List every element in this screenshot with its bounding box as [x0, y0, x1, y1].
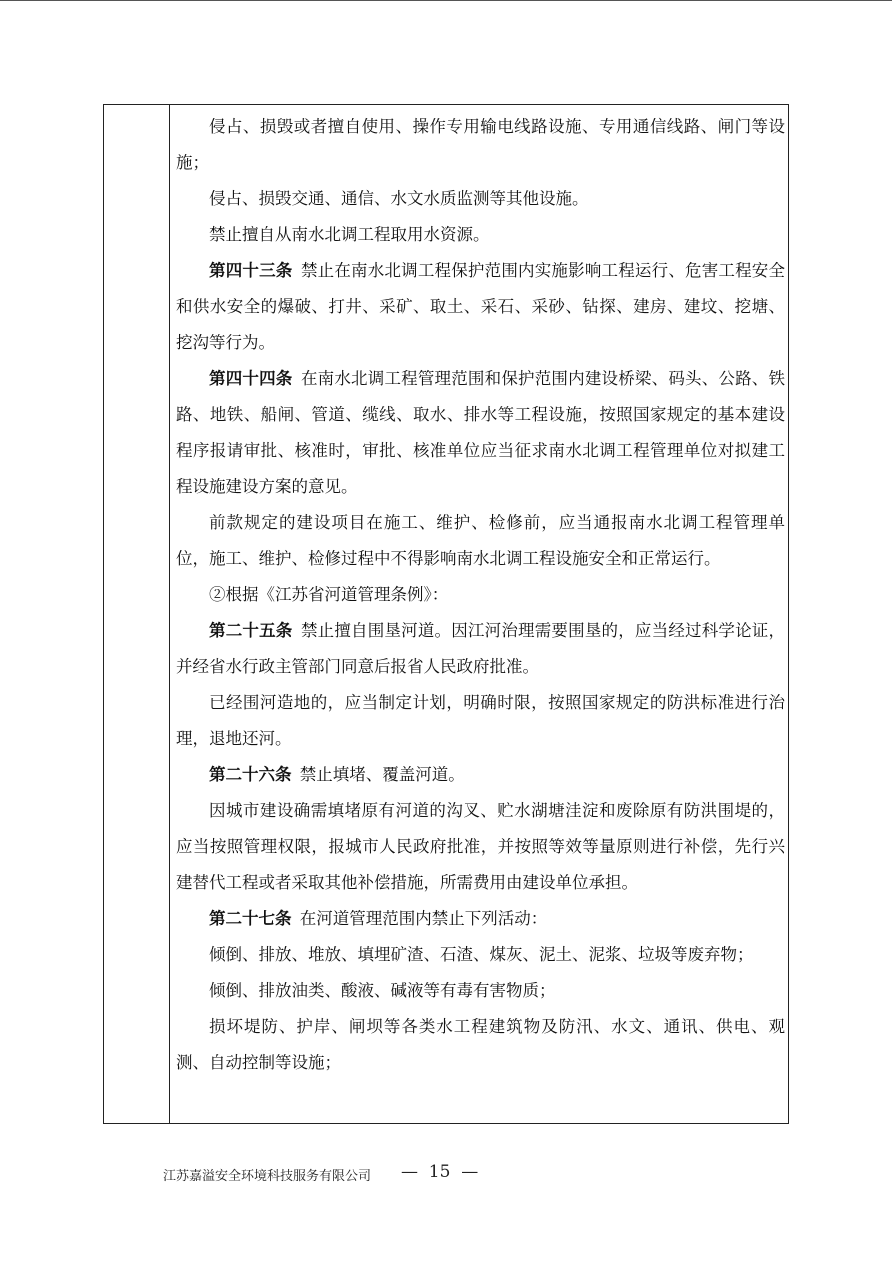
paragraph-text: 禁止在南水北调工程保护范围内实施影响工程运行、危害工程安全和供水安全的爆破、打井、采矿、取土、采石、采砂、钻探、建房、建坟、挖塘、挖沟等行为。	[176, 261, 786, 352]
paragraph	[176, 505, 785, 577]
paragraph	[176, 973, 785, 1009]
paragraph-text: 在河道管理范围内禁止下列活动：	[299, 909, 548, 928]
article-number: 第二十五条	[209, 621, 293, 640]
paragraph-text: 在南水北调工程管理范围和保护范围内建设桥梁、码头、公路、铁路、地铁、船闸、管道、缆线、取水、排水等工程设施，按照国家规定的基本建设程序报请审批、核准时，审批、核准单位应当征求南水北调工程管理单位对拟建工程设施建设方案的意见。	[176, 369, 786, 496]
article-number: 第二十七条	[209, 909, 292, 928]
page-footer	[163, 1162, 763, 1192]
paragraph	[176, 253, 785, 361]
paragraph	[176, 181, 785, 217]
paragraph	[176, 613, 785, 685]
paragraph	[176, 1009, 785, 1081]
paragraph-text: 损坏堤防、护岸、闸坝等各类水工程建筑物及防汛、水文、通讯、供电、观测、自动控制等设施；	[176, 1017, 785, 1072]
table-body-text	[176, 109, 785, 1081]
paragraph-text: ②根据《江苏省河道管理条例》：	[209, 585, 449, 604]
column-divider	[169, 105, 170, 1123]
paragraph	[176, 937, 785, 973]
paragraph	[176, 217, 785, 253]
paragraph-text: 倾倒、排放、堆放、填埋矿渣、石渣、煤灰、泥土、泥浆、垃圾等废弃物；	[209, 945, 754, 964]
paragraph	[176, 577, 785, 613]
paragraph-text: 因城市建设确需填堵原有河道的沟叉、贮水湖塘洼淀和废除原有防洪围堤的，应当按照管理权限，报城市人民政府批准，并按照等效等量原则进行补偿，先行兴建替代工程或者采取其他补偿措施，所需费用由建设单位承担。	[176, 801, 785, 892]
paragraph	[176, 685, 785, 757]
paragraph	[176, 757, 785, 793]
paragraph-text: 已经围河造地的，应当制定计划，明确时限，按照国家规定的防洪标准进行治理，退地还河。	[176, 693, 785, 748]
paragraph-text: 侵占、损毁或者擅自使用、操作专用输电线路设施、专用通信线路、闸门等设施；	[176, 117, 785, 172]
paragraph-text: 倾倒、排放油类、酸液、碱液等有毒有害物质；	[209, 981, 556, 1000]
paragraph	[176, 109, 785, 181]
paragraph-text: 前款规定的建设项目在施工、维护、检修前，应当通报南水北调工程管理单位，施工、维护、检修过程中不得影响南水北调工程设施安全和正常运行。	[176, 513, 785, 568]
paragraph-text: 侵占、损毁交通、通信、水文水质监测等其他设施。	[209, 189, 589, 208]
paragraph-text: 禁止擅自从南水北调工程取用水资源。	[209, 225, 490, 244]
paragraph	[176, 793, 785, 901]
article-number: 第四十三条	[209, 261, 293, 280]
paragraph	[176, 901, 785, 937]
paragraph-text: 禁止擅自围垦河道。因江河治理需要围垦的，应当经过科学论证，并经省水行政主管部门同意后报省人民政府批准。	[176, 621, 786, 676]
article-number: 第二十六条	[209, 765, 292, 784]
top-border-line	[0, 0, 892, 1]
footer-company-name: 江苏嘉溢安全环境科技服务有限公司	[163, 1169, 372, 1184]
paragraph-text: 禁止填堵、覆盖河道。	[299, 765, 465, 784]
paragraph	[176, 361, 785, 505]
content-table	[103, 104, 789, 1124]
article-number: 第四十四条	[209, 369, 293, 388]
page-number: — 15 —	[401, 1162, 479, 1182]
